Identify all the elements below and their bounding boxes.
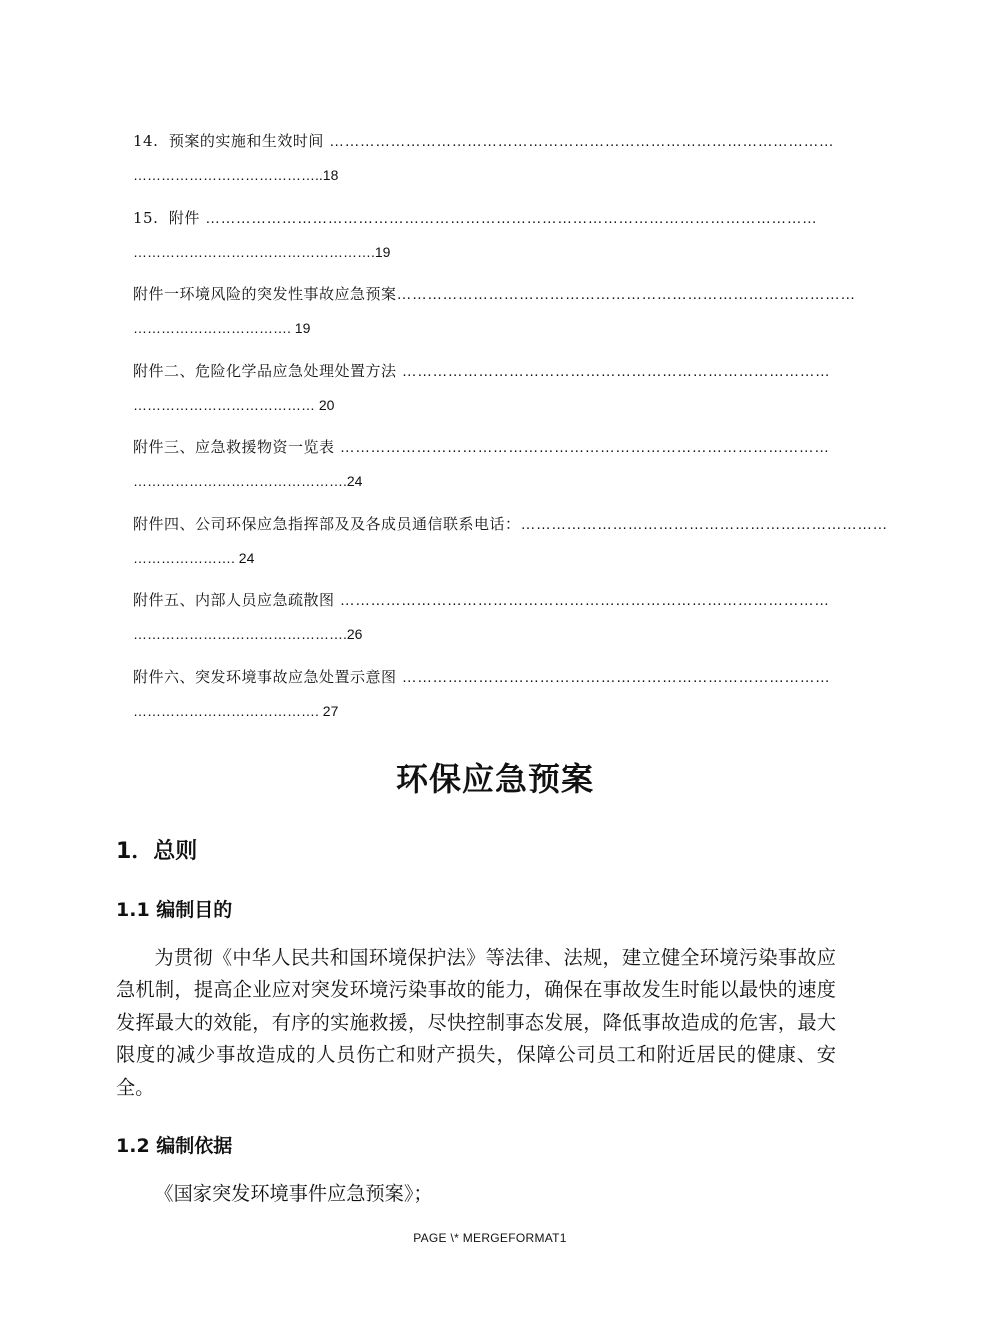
- toc-entry-line: [133, 583, 835, 617]
- paragraph-basis: 《国家突发环境事件应急预案》；: [154, 1182, 433, 1205]
- toc-leader-dots: ……………………………………………………………………………………: [339, 592, 830, 609]
- toc-leader-dots: …………………………………………………………………………: [401, 362, 831, 380]
- toc-entry-page: …………………………………………….19: [133, 243, 391, 260]
- toc-entry-line: [133, 430, 835, 464]
- toc-entry[interactable]: [133, 124, 835, 201]
- page-footer: PAGE \* MERGEFORMAT1: [413, 1231, 567, 1245]
- toc-entry[interactable]: [133, 507, 888, 584]
- toc-entry-page: ……………………………………….26: [133, 626, 363, 642]
- toc-entry[interactable]: [133, 277, 856, 354]
- toc-entry-line: [133, 201, 835, 235]
- toc-entry-page: …………………………………..18: [133, 167, 339, 183]
- toc-entry-line: [133, 507, 888, 541]
- toc-leader-dots: ………………………………………………………………………………: [396, 286, 856, 303]
- document-title: 环保应急预案: [395, 760, 594, 798]
- toc-entry-title: 附件五、内部人员应急疏散图: [133, 591, 340, 609]
- toc-entry[interactable]: [133, 660, 835, 737]
- toc-entry-line: [133, 277, 856, 311]
- toc-leader-dots: ………………………………………………………………………………………: [329, 133, 835, 150]
- toc-leader-dots: …………………………………………………………………………: [401, 668, 831, 686]
- toc-entry-title: 15. 附件: [133, 208, 206, 227]
- table-of-contents: [133, 124, 888, 736]
- toc-entry-line: [133, 124, 835, 158]
- toc-entry-page: …………………………………. 27: [133, 702, 339, 719]
- toc-entry-title: 附件一环境风险的突发性事故应急预案: [133, 285, 397, 303]
- toc-entry-page: ………………………………… 20: [133, 396, 335, 413]
- toc-leader-dots: ……………………………………………………………………………………: [339, 439, 830, 456]
- toc-entry-title: 附件二、危险化学品应急处理处置方法: [133, 361, 402, 380]
- subsection-heading-basis: 1.2 编制依据: [116, 1135, 233, 1157]
- toc-entry-line: [133, 660, 835, 694]
- toc-entry-title: 附件四、公司环保应急指挥部及及各成员通信联系电话：: [133, 514, 521, 533]
- toc-entry-line: [133, 354, 835, 388]
- subsection-heading-purpose: 1.1 编制目的: [116, 899, 233, 921]
- toc-entry-page: …………………. 24: [133, 549, 255, 566]
- toc-entry[interactable]: [133, 430, 835, 507]
- paragraph-purpose: 为贯彻《中华人民共和国环境保护法》等法律、法规，建立健全环境污染事故应急机制，提高企业应对突发环境污染事故的能力，确保在事故发生时能以最快的速度发挥最大的效能，有序的实施救援，尽快控制事态发展，降低事故造成的危害，最大限度的减少事故造成的人员伤亡和财产损失，保障公司员工和附近居民的健康、安全。: [116, 946, 836, 1099]
- toc-entry-title: 14. 预案的实施和生效时间: [133, 132, 330, 150]
- toc-leader-dots: ………………………………………………………………: [520, 515, 888, 533]
- toc-entry-title: 附件三、应急救援物资一览表: [133, 438, 340, 456]
- toc-entry[interactable]: [133, 583, 835, 660]
- toc-entry-title: 附件六、突发环境事故应急处置示意图: [133, 667, 402, 686]
- toc-entry[interactable]: [133, 201, 835, 278]
- toc-entry[interactable]: [133, 354, 835, 431]
- toc-leader-dots: …………………………………………………………………………………………………………: [205, 209, 818, 227]
- toc-entry-page: ……………………………. 19: [133, 320, 311, 336]
- section-heading-general: 1．总则: [116, 839, 198, 864]
- toc-entry-page: ……………………………………….24: [133, 473, 363, 489]
